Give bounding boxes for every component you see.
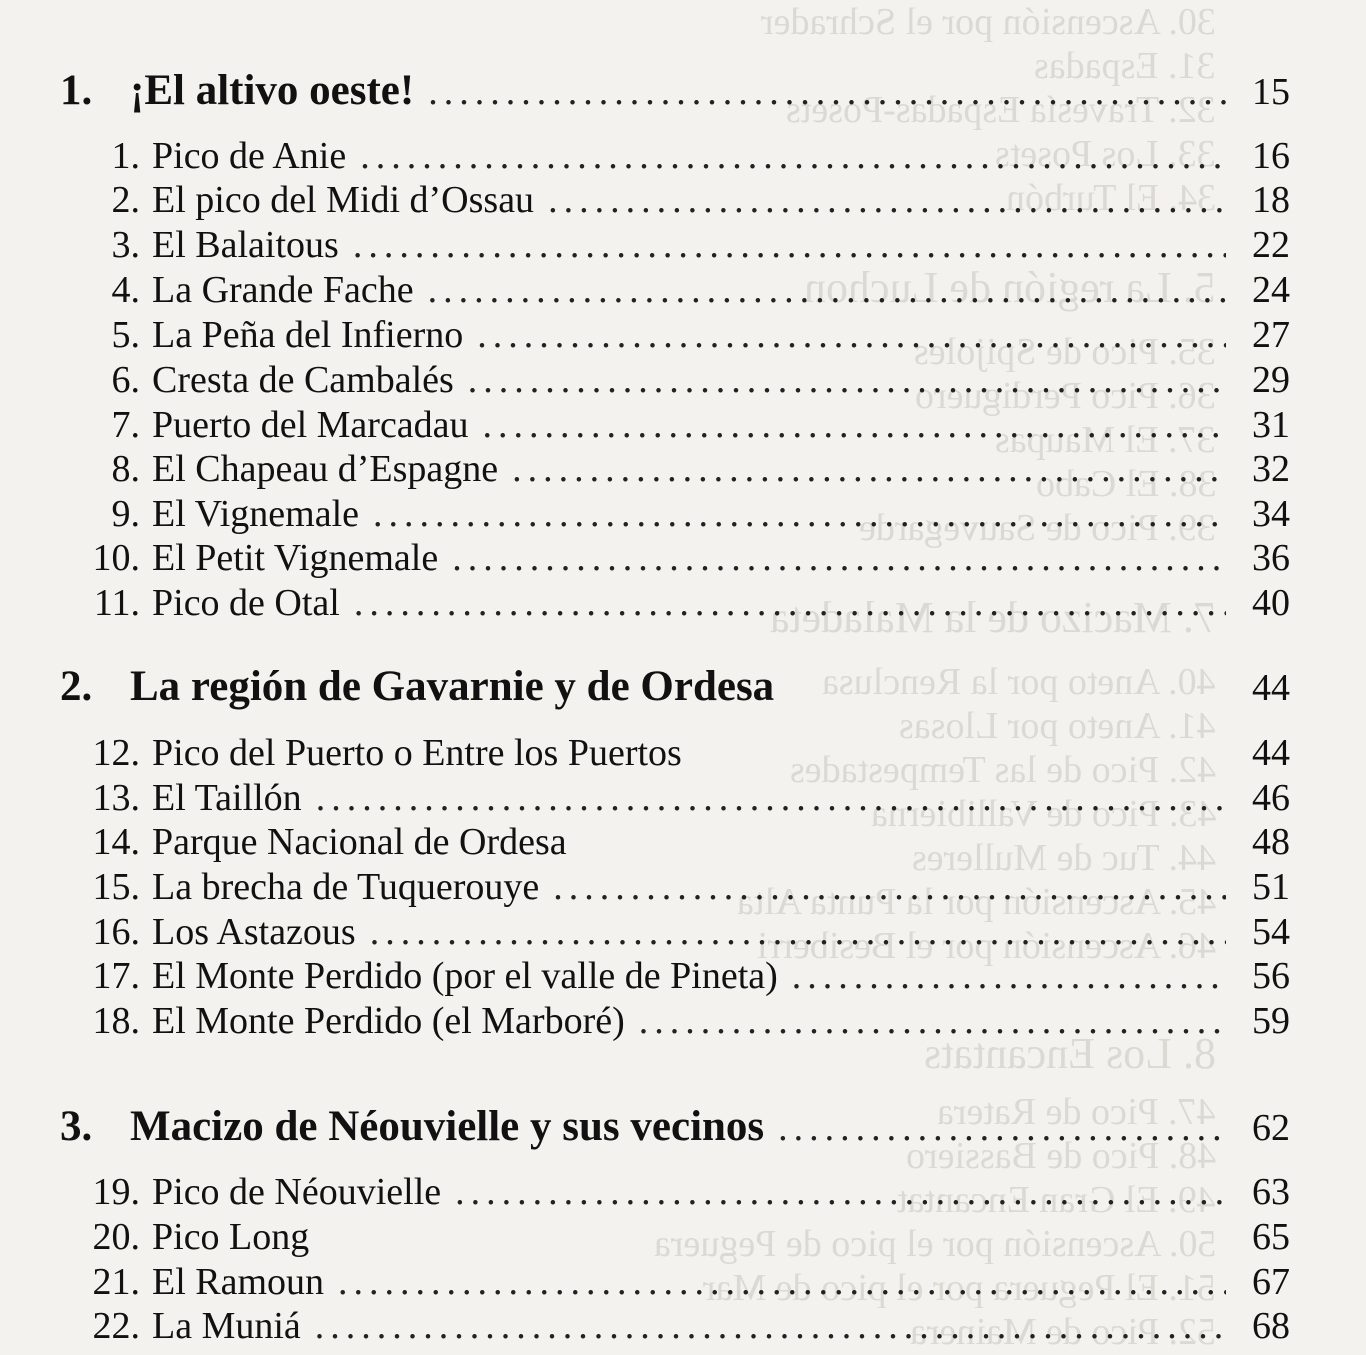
chapter-title: ¡El altivo oeste! [130, 67, 415, 114]
toc-entry [60, 581, 1290, 625]
chapter-number: 1. [60, 67, 93, 114]
entry-page: 56 [1252, 955, 1290, 997]
chapter-heading [60, 662, 1290, 718]
entry-page: 63 [1252, 1171, 1290, 1213]
entry-number: 2. [111, 179, 140, 221]
dot-leader [778, 1106, 1226, 1150]
entry-number: 18. [92, 1000, 140, 1042]
entry-number: 14. [92, 821, 140, 863]
entry-number: 5. [111, 314, 140, 356]
entry-number: 22. [92, 1305, 140, 1347]
toc-entry [60, 447, 1290, 491]
entry-title: Pico Long [152, 1216, 310, 1258]
entry-number: 3. [111, 224, 140, 266]
entry-number: 21. [92, 1261, 140, 1303]
entry-page: 40 [1252, 582, 1290, 624]
entry-page: 22 [1252, 224, 1290, 266]
entry-page: 36 [1252, 537, 1290, 579]
entry-title: Pico de Anie [152, 135, 347, 177]
entry-title: El Petit Vignemale [152, 537, 439, 579]
chapter-page: 15 [1252, 71, 1290, 113]
dot-leader [428, 70, 1226, 114]
entry-title: El Vignemale [152, 493, 360, 535]
dot-leader [316, 776, 1226, 820]
toc-entry [60, 1170, 1290, 1214]
dot-leader [553, 865, 1226, 909]
entry-page: 24 [1252, 269, 1290, 311]
dot-leader [483, 403, 1226, 447]
entry-title: El Monte Perdido (por el valle de Pineta) [152, 955, 778, 997]
toc-entry [60, 1260, 1290, 1304]
entry-page: 18 [1252, 179, 1290, 221]
entry-page: 34 [1252, 493, 1290, 535]
entry-page: 16 [1252, 135, 1290, 177]
entry-title: Puerto del Marcadau [152, 404, 469, 446]
chapter-heading [60, 66, 1290, 122]
dot-leader [792, 954, 1226, 998]
dot-leader [353, 223, 1226, 267]
toc-entry [60, 865, 1290, 909]
entry-number: 11. [93, 582, 140, 624]
toc-entry [60, 1304, 1290, 1348]
chapter-number: 2. [60, 663, 93, 710]
entry-page: 31 [1252, 404, 1290, 446]
entry-title: Los Astazous [152, 911, 356, 953]
entry-number: 17. [92, 955, 140, 997]
entry-title: El pico del Midi d’Ossau [152, 179, 535, 221]
entry-number: 16. [92, 911, 140, 953]
toc-entry [60, 820, 1290, 864]
dot-leader [354, 581, 1226, 625]
entry-page: 27 [1252, 314, 1290, 356]
dot-leader [639, 999, 1226, 1043]
entry-page: 68 [1252, 1305, 1290, 1347]
entry-title: La brecha de Tuquerouye [152, 866, 540, 908]
toc-entry [60, 731, 1290, 775]
entry-title: La Peña del Infierno [152, 314, 464, 356]
chapter-title: Macizo de Néouvielle y sus vecinos [130, 1103, 765, 1150]
entry-page: 48 [1252, 821, 1290, 863]
entry-title: El Ramoun [152, 1261, 325, 1303]
dot-leader [373, 492, 1226, 536]
dot-leader [512, 447, 1226, 491]
entry-title: El Balaitous [152, 224, 339, 266]
chapter-page: 44 [1252, 667, 1290, 709]
entry-page: 51 [1252, 866, 1290, 908]
dot-leader [548, 178, 1226, 222]
entry-title: Parque Nacional de Ordesa [152, 821, 567, 863]
entry-title: Pico de Néouvielle [152, 1171, 442, 1213]
entry-title: El Chapeau d’Espagne [152, 448, 499, 490]
entry-page: 67 [1252, 1261, 1290, 1303]
entry-page: 29 [1252, 359, 1290, 401]
entry-number: 20. [92, 1216, 140, 1258]
entry-title: Pico de Otal [152, 582, 340, 624]
entry-page: 32 [1252, 448, 1290, 490]
entry-number: 6. [111, 359, 140, 401]
dot-leader [338, 1260, 1226, 1304]
entry-title: Cresta de Cambalés [152, 359, 454, 401]
toc-entry [60, 536, 1290, 580]
chapter-title: La región de Gavarnie y de Ordesa [130, 663, 775, 710]
toc-entry [60, 776, 1290, 820]
dot-leader [455, 1170, 1226, 1214]
toc-entry [60, 313, 1290, 357]
toc-entry [60, 910, 1290, 954]
toc-entry [60, 403, 1290, 447]
entry-number: 19. [92, 1171, 140, 1213]
entry-page: 46 [1252, 777, 1290, 819]
entry-title: Pico del Puerto o Entre los Puertos [152, 732, 682, 774]
toc-entry [60, 134, 1290, 178]
toc-entry [60, 268, 1290, 312]
toc-entry [60, 223, 1290, 267]
entry-title: El Monte Perdido (el Marboré) [152, 1000, 625, 1042]
entry-title: La Muniá [152, 1305, 301, 1347]
chapter-heading [60, 1102, 1290, 1158]
entry-number: 10. [92, 537, 140, 579]
entry-title: El Taillón [152, 777, 302, 819]
entry-page: 65 [1252, 1216, 1290, 1258]
dot-leader [452, 536, 1226, 580]
toc-entry [60, 1215, 1290, 1259]
dot-leader [370, 910, 1226, 954]
toc-entry [60, 954, 1290, 998]
toc-entry [60, 492, 1290, 536]
entry-page: 44 [1252, 732, 1290, 774]
entry-page: 59 [1252, 1000, 1290, 1042]
dot-leader [428, 268, 1226, 312]
entry-number: 1. [111, 135, 140, 177]
entry-number: 7. [111, 404, 140, 446]
entry-number: 9. [111, 493, 140, 535]
entry-title: La Grande Fache [152, 269, 414, 311]
entry-number: 13. [92, 777, 140, 819]
chapter-page: 62 [1252, 1107, 1290, 1149]
bleed-through-texture: 30. Ascensión por el Schrader 31. Espadas 32. Travesía Espadas-Posets 33. Los Posets 34. El Turbón 5. La región de Luchon 35. Pico de Spijoles 36. Pico Perdiguero 37. El Maupas 38. El Cabo 39. Pico de Sauvegarde 7. Macizo de la Maladeta 40. Aneto por la Renclusa 41. Aneto por Llosas 42. Pico de las Tempestades 43. Pico de Vallibierna 44. Tuc de Mulleres 45. Ascensión por la Punta Alta 46. Ascensión por el Besiberri 8. Los Encantats 47. Pico de Ratera 48. Pico de Bassiero 49. El Gran Encantat 50. Ascensión por el pico de Peguera 51. El Peguera por el pico de Mar 52. Pico de Mainera [653, 1, 1216, 1353]
dot-leader [468, 358, 1226, 402]
toc-entry [60, 999, 1290, 1043]
entry-number: 12. [92, 732, 140, 774]
dot-leader [477, 313, 1226, 357]
toc-entry [60, 178, 1290, 222]
entry-number: 15. [92, 866, 140, 908]
chapter-number: 3. [60, 1103, 93, 1150]
toc-entry [60, 358, 1290, 402]
entry-number: 8. [111, 448, 140, 490]
entry-number: 4. [111, 269, 140, 311]
dot-leader [315, 1304, 1226, 1348]
dot-leader [360, 134, 1226, 178]
entry-page: 54 [1252, 911, 1290, 953]
